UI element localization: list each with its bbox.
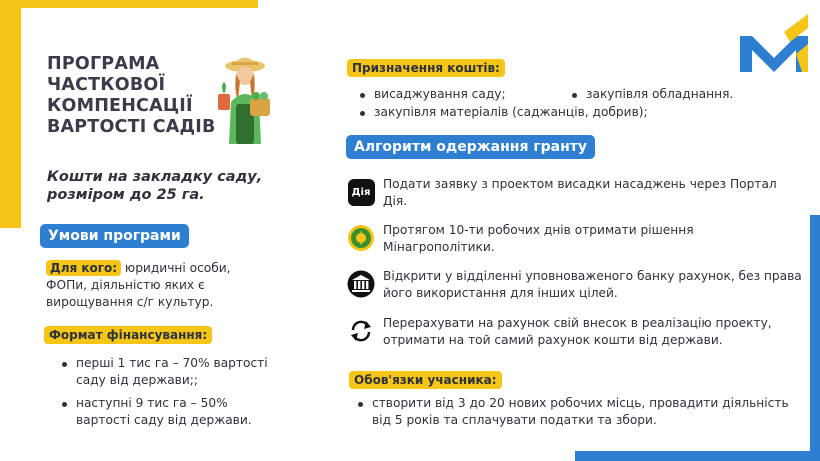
list-item: закупівля обладнання. xyxy=(570,86,770,103)
purpose-label: Призначення коштів: xyxy=(347,59,505,77)
transfer-arrows-icon xyxy=(347,317,375,345)
for-whom-label: Для кого: xyxy=(46,260,121,276)
obligations-list xyxy=(356,395,796,429)
diia-icon-label: Дія xyxy=(348,179,375,206)
ministry-emblem-icon xyxy=(347,224,375,252)
purpose-list xyxy=(358,86,558,103)
list-item: закупівля матеріалів (саджанців, добрив); xyxy=(358,104,758,121)
algorithm-step xyxy=(347,222,803,256)
financing-list xyxy=(60,355,280,429)
algorithm-heading: Алгоритм одержання гранту xyxy=(346,135,595,159)
algorithm-step-text: Перерахувати на рахунок свій внесок в реалізацію проекту, отримати на той самий рахунок кошти від держави. xyxy=(383,316,772,347)
list-item: створити від 3 до 20 нових робочих місць, провадити діяльність від 5 років та сплачувати податки та збори. xyxy=(356,395,796,429)
page-title xyxy=(47,54,227,138)
list-item: висаджування саду; xyxy=(358,86,558,103)
purpose-list-col2 xyxy=(570,86,770,103)
title-line: ЧАСТКОВОЇ xyxy=(47,75,166,95)
gardener-illustration xyxy=(214,52,276,144)
bottom-accent-bar xyxy=(575,451,820,461)
list-item: наступні 9 тис га – 50% вартості саду від держави. xyxy=(60,395,280,429)
ministry-logo-icon xyxy=(738,14,810,74)
algorithm-step xyxy=(347,268,803,302)
top-accent-bar xyxy=(0,0,258,8)
list-item: перші 1 тис га – 70% вартості саду від держави;; xyxy=(60,355,280,389)
title-line: ВАРТОСТІ САДІВ xyxy=(47,117,216,137)
algorithm-step xyxy=(347,176,803,210)
purpose-list-row2 xyxy=(358,104,758,121)
left-accent-bar xyxy=(0,0,21,228)
conditions-heading: Умови програми xyxy=(40,224,189,248)
algorithm-step-text: Протягом 10-ти робочих днів отримати рішення Мінагрополітики. xyxy=(383,223,694,254)
diia-icon xyxy=(347,178,375,206)
subtitle: Кошти на закладку саду, розміром до 25 га. xyxy=(47,169,263,203)
for-whom-block xyxy=(46,260,256,311)
for-whom-text: юридичні особи, ФОПи, діяльністю яких є вирощування с/г культур. xyxy=(46,261,231,309)
bank-icon xyxy=(347,270,375,298)
algorithm-step xyxy=(347,315,803,349)
algorithm-step-text: Подати заявку з проектом висадки насаджень через Портал Дія. xyxy=(383,177,777,208)
title-line: ПРОГРАМА xyxy=(47,54,160,74)
title-line: КОМПЕНСАЦІЇ xyxy=(47,96,193,116)
obligations-label: Обов'язки учасника: xyxy=(349,371,502,389)
financing-label: Формат фінансування: xyxy=(44,326,212,344)
algorithm-step-text: Відкрити у відділенні уповноваженого банку рахунок, без права його використання для інших цілей. xyxy=(383,269,802,300)
right-accent-bar xyxy=(810,215,820,461)
